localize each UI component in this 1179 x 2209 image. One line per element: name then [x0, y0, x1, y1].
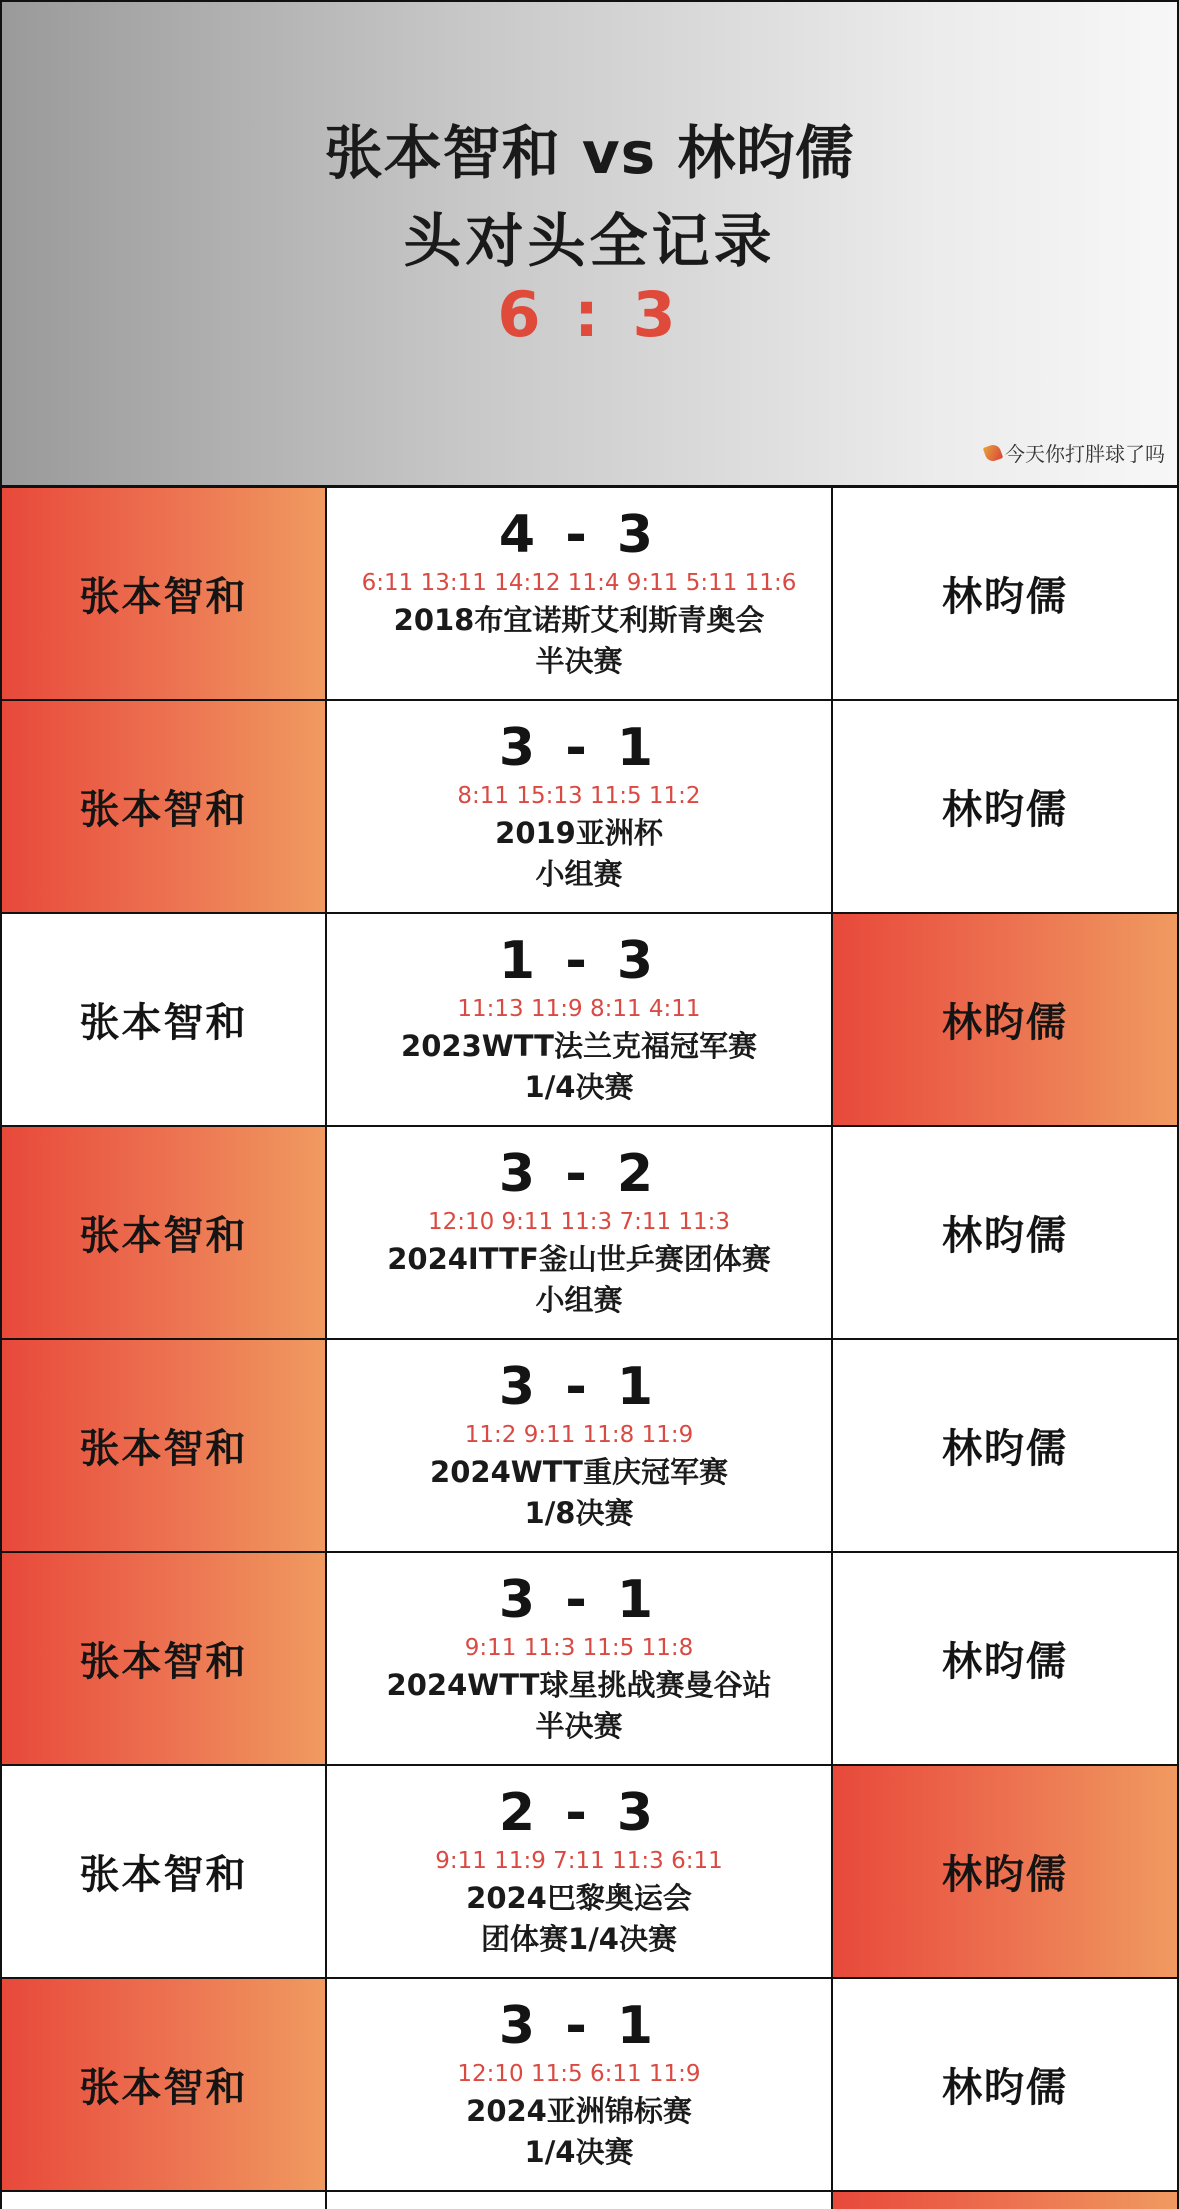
game-scores: 9:11 11:3 11:5 11:8 — [464, 1635, 694, 1661]
left-player-cell — [2, 2192, 325, 2209]
left-player-name: 张本智和 — [79, 787, 248, 833]
left-player-name: 张本智和 — [79, 2065, 248, 2111]
right-player-name: 林昀儒 — [942, 1639, 1068, 1685]
right-player-cell — [833, 1127, 1177, 1338]
right-player-name: 林昀儒 — [942, 1426, 1068, 1472]
event-name: 2024亚洲锦标赛 — [466, 2094, 692, 2128]
round-name: 半决赛 — [535, 1709, 623, 1743]
left-player-cell — [2, 701, 325, 912]
right-player-cell — [833, 1553, 1177, 1764]
right-player-name: 林昀儒 — [942, 2065, 1068, 2111]
left-player-cell — [2, 1127, 325, 1338]
match-detail-cell — [325, 488, 833, 699]
match-row — [2, 488, 1177, 701]
match-detail-cell — [325, 1340, 833, 1551]
match-row — [2, 1127, 1177, 1340]
match-detail-cell — [325, 1766, 833, 1977]
left-player-cell — [2, 1340, 325, 1551]
overall-score: 6 : 3 — [497, 278, 682, 351]
right-player-cell — [833, 1979, 1177, 2190]
match-score: 3 - 1 — [498, 718, 660, 778]
round-name: 小组赛 — [535, 1283, 623, 1317]
left-player-cell — [2, 1553, 325, 1764]
right-player-cell — [833, 914, 1177, 1125]
event-name: 2023WTT法兰克福冠军赛 — [401, 1029, 757, 1063]
game-scores: 6:11 13:11 14:12 11:4 9:11 5:11 11:6 — [361, 570, 797, 596]
match-row — [2, 1979, 1177, 2192]
right-player-name: 林昀儒 — [942, 574, 1068, 620]
left-player-cell — [2, 914, 325, 1125]
match-score: 1 - 3 — [498, 931, 660, 991]
round-name: 1/4决赛 — [524, 1070, 634, 1104]
game-scores: 8:11 15:13 11:5 11:2 — [457, 783, 701, 809]
right-player-cell — [833, 701, 1177, 912]
match-row — [2, 2192, 1177, 2209]
match-row — [2, 701, 1177, 914]
event-name: 2024ITTF釜山世乒赛团体赛 — [387, 1242, 771, 1276]
round-name: 小组赛 — [535, 857, 623, 891]
left-player-cell — [2, 1979, 325, 2190]
match-row — [2, 1766, 1177, 1979]
event-name: 2018布宜诺斯艾利斯青奥会 — [393, 603, 765, 637]
left-player-name: 张本智和 — [79, 1639, 248, 1685]
left-player-name: 张本智和 — [79, 1213, 248, 1259]
match-score: 3 - 1 — [498, 1357, 660, 1417]
right-player-cell — [833, 1766, 1177, 1977]
game-scores: 11:2 9:11 11:8 11:9 — [464, 1422, 694, 1448]
game-scores: 12:10 9:11 11:3 7:11 11:3 — [427, 1209, 731, 1235]
match-score: 3 - 1 — [498, 1570, 660, 1630]
left-player-name: 张本智和 — [79, 1000, 248, 1046]
watermark-text: 今天你打胖球了吗 — [1005, 442, 1165, 466]
match-list — [2, 488, 1177, 2209]
right-player-cell — [833, 488, 1177, 699]
round-name: 半决赛 — [535, 644, 623, 678]
left-player-name: 张本智和 — [79, 1852, 248, 1898]
match-detail-cell — [325, 2192, 833, 2209]
watermark — [985, 438, 1165, 467]
right-player-name: 林昀儒 — [942, 1000, 1068, 1046]
match-row — [2, 914, 1177, 1127]
match-detail-cell — [325, 1553, 833, 1764]
right-player-name: 林昀儒 — [942, 1852, 1068, 1898]
round-name: 1/8决赛 — [524, 1496, 634, 1530]
game-scores: 11:13 11:9 8:11 4:11 — [457, 996, 701, 1022]
match-score: 3 - 2 — [498, 1144, 660, 1204]
event-name: 2024WTT球星挑战赛曼谷站 — [386, 1668, 772, 1702]
event-name: 2019亚洲杯 — [495, 816, 663, 850]
match-score: 2 - 3 — [498, 1783, 660, 1843]
round-name: 1/4决赛 — [524, 2135, 634, 2169]
match-row — [2, 1340, 1177, 1553]
left-player-cell — [2, 1766, 325, 1977]
match-detail-cell — [325, 1979, 833, 2190]
right-player-cell — [833, 1340, 1177, 1551]
event-name: 2024WTT重庆冠军赛 — [430, 1455, 728, 1489]
match-row — [2, 1553, 1177, 1766]
right-player-name: 林昀儒 — [942, 787, 1068, 833]
right-player-name: 林昀儒 — [942, 1213, 1068, 1259]
round-name: 团体赛1/4决赛 — [481, 1922, 677, 1956]
game-scores: 12:10 11:5 6:11 11:9 — [457, 2061, 701, 2087]
watermark-logo-icon — [983, 442, 1004, 463]
left-player-name: 张本智和 — [79, 1426, 248, 1472]
header-banner — [2, 0, 1177, 488]
match-detail-cell — [325, 914, 833, 1125]
match-detail-cell — [325, 701, 833, 912]
match-detail-cell — [325, 1127, 833, 1338]
left-player-name: 张本智和 — [79, 574, 248, 620]
match-score: 4 - 3 — [498, 505, 660, 565]
title-subtitle: 头对头全记录 — [403, 207, 776, 275]
game-scores: 9:11 11:9 7:11 11:3 6:11 — [435, 1848, 723, 1874]
left-player-cell — [2, 488, 325, 699]
right-player-cell — [833, 2192, 1177, 2209]
event-name: 2024巴黎奥运会 — [466, 1881, 692, 1915]
title-players: 张本智和 vs 林昀儒 — [324, 119, 855, 187]
match-score: 3 - 1 — [498, 1996, 660, 2056]
